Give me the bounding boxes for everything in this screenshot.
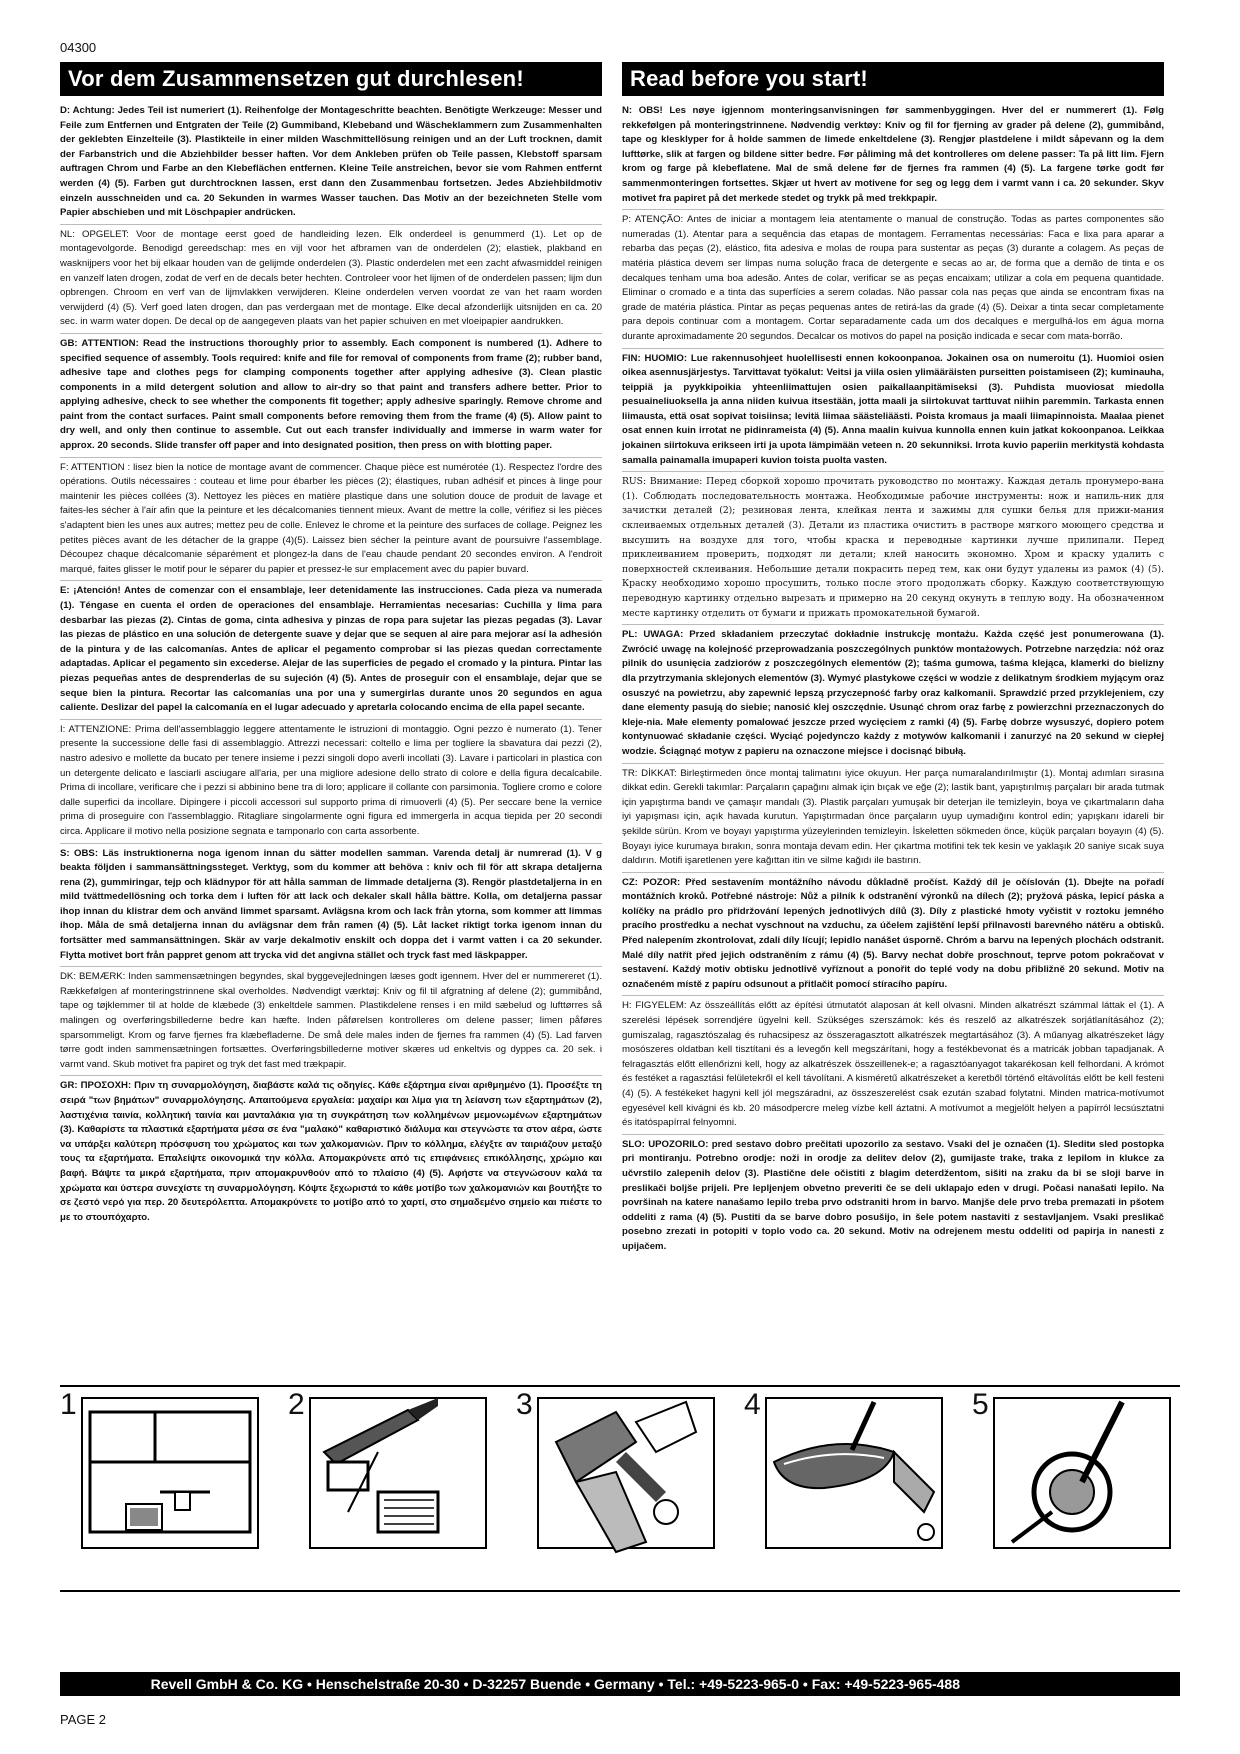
right-instructions [622,104,1164,1255]
paint-brush-icon [744,1392,948,1582]
instruction-paragraph: GR: ΠΡΟΣΟΧΗ: Πριν τη συναρμολόγηση, διαβάστε καλά τις οδηγίες. Κάθε εξάρτημα είναι αριθμημένο (1). Προσέξτε τη σειρά "των βημάτων" συναρμολόγησης. Απαιτούμενα εργαλεία: μαχαίρι και λίμα για τη λείανση των εξαρτημάτων (2), λαστιχένια ταινία, κολλητική ταινία και μανταλάκια για τη συγκράτηση των κολλημένων μεμονωμένων εξαρτημάτων (3). Καθαρίστε τα πλαστικά εξαρτήματα μέσα σε ένα "μαλακό" καθαριστικό διάλυμα και στεγνώστε τα στον αέρα, ώστε να υπάρξει καλύτερη πρόσφυση του χρώματος και των χαλκομανιών. Πριν το κόλλημα, ελέγξτε αν ταιριάζουν μεταξύ τους τα εξαρτήματα. Επαλείψτε οικονομικά την κόλλα. Απομακρύνετε από τις επιφάνειες επικόλλησης, χρώμιο και βαφή. Βάψτε τα μικρά εξαρτήματα, πριν απομακρυνθούν από το πλαίσιο (4) (5). Αφήστε να στεγνώσουν καλά τα χρώματα και ύστερα συνεχίστε τη συναρμολόγηση. Κόψτε ξεχωριστά το κάθε μοτίβο των χαλκομανιών και βουτήξτε το σε ζεστό νερό για περ. 20 δευτερόλεπτα. Απομακρύνετε το μοτίβο από το χαρτί, στο σημαδεμένο σημείο και πιέστε το με το στουπόχαρτο. [60,1080,602,1223]
footer-text: Revell GmbH & Co. KG • Henschelstraße 20-30 • D-32257 Buende • Germany • Tel.: +49-5223-965-0 • Fax: +49-5223-965-488 [150,1676,960,1692]
right-column [622,62,1164,1258]
instruction-paragraph: NL: OPGELET: Voor de montage eerst goed de handleiding lezen. Elk onderdeel is genummerd (1). Let op de montagevolgorde. Benodigd gereedschap: mes en vijl voor het afbramen van de onderdelen (2); elastiek, plakband en wasknijpers voor het bij elkaar houden van de gelijmde onderdelen (3). Plastic onderdelen met een zacht afwasmiddel reinigen en vanzelf laten drogen, zodat de verf en de decals beter hechten. Controleer voor het lijmen of de onderdelen passen; lijm dun opbrengen. Chroom en verf van de lijmvlakken verwijderen. Kleine onderdelen verven voordat ze van het raam worden verwijderd (4) (5). Verf goed laten drogen, dan pas verdergaan met de montage. Elke decal afzonderlijk uitsnijden en ca. 20 sec. in warm water dopen. De decal op de aangegeven plaats van het papier schuiven en met vloeipapier aandrukken. [60,228,602,328]
paragraph-separator [622,1134,1164,1135]
instruction-paragraph: FIN: HUOMIO: Lue rakennusohjeet huolellisesti ennen kokoonpanoa. Jokainen osa on numeroitu (1). Huomioi osien oikea asennusjärjestys. Tarvittavat työkalut: Veitsi ja viila osien ylimääräisten purseitten poistamiseen (2); kuminauha, teippiä ja pyykkipoikia yhteenliimattujen osien paikallaanpitämiseksi (3). Puhdista muoviosat miedolla pesuaineliuoksella ja anna niiden kuivua itsestään, jotta maali ja siirtokuvat tarttuvat niihin paremmin. Tarkasta ennen liimausta, että osat sopivat toisiinsa; levitä liimaa säästeliäästi. Poista kromaus ja maali liimapinnoista. Maalaa pienet osat ennen kuin irrotat ne pidinrameista (4) (5). Anna maalin kuivua kunnolla ennen kuin jatkat kokoonpanoa. Leikkaa jokainen siirtokuva erikseen irti ja upota lämpimään veteen n. 20 sekunniksi. Irrota kuvio paperiin merkitystä kohdasta samalla painamalla imupaperi kuvion toista puolta vasten. [622,352,1164,466]
step-5-panel [972,1388,1176,1582]
instruction-paragraph: I: ATTENZIONE: Prima dell'assemblaggio leggere attentamente le istruzioni di montaggio. Ogni pezzo è numerato (1). Tener presente la successione delle fasi di assemblaggio. Attrezzi necessari: coltello e lima per togliere la sbavatura dai pezzi (2), nastro adesivo e mollette da bucato per tenere insieme i pezzi singoli dopo averli incollati (3). Lavare i particolari in plastica con un detergente delicato e lasciarli asciugare all'aria, per una migliore adesione dello strato di colore e della figura decalcabile. Prima di incollare, verificare che i pezzi si abbinino bene tra di loro; applicare il collante con parsimonia. Togliere cromo e colore dalle superfici da incollare. Dipingere i piccoli accessori sul supporto prima di rimuoverli (4) (5). Per seccare bene la vernice prima di proseguire con l'assemblaggio. Ritagliare singolarmente ogni figura ed immergerla in acqua tiepida per 20 secondi circa. Applicare il motivo nella posizione segnata e tamponarlo con carta assorbente. [60,723,602,837]
paragraph-separator [60,224,602,225]
paragraph-separator [622,348,1164,349]
frame-parts-icon [60,1392,264,1582]
step-3-panel [516,1388,720,1582]
paragraph-separator [622,471,1164,472]
instruction-paragraph: S: OBS: Läs instruktionerna noga igenom innan du sätter modellen samman. Varenda detalj är numrerad (1). V g beakta följden i sammansättningssteget. Verktyg, som du kommer att behöva : kniv och fil för att skrapa detaljerna rena (2), gummiringar, tejp och klädnypor för att hålla samman de limmade detaljerna (3). Rengör plastdetaljerna in en mild tvättmedellösning och torka dem i luften för att lack och dekaler skall hålla bättre. Kolla, om detaljerna passar ihop innan du klistrar dem och använd limmet sparsamt. Avlägsna krom och lack från ytorna, som kommer att limmas ihop. Måla de små detaljerna innan du avlägsnar dem från ramen (4) (5). Låt lacket riktigt torka igenom innan du fortsätter med sammansättningen. Skär av varje dekalmotiv enskilt och doppa det i varmt vatten i ca 20 sekunder. Flytta motivet bort från pappret genom att trycka vid det angivna stället och tryck fast med läskpapper. [60,847,602,961]
footer-address-bar [60,1672,1180,1696]
instruction-paragraph: H: FIGYELEM: Az összeállítás előtt az építési útmutatót alaposan át kell olvasni. Minden alkatrészt számmal láttak el (1). A szerelési lépések sorrendjére ügyelni kell. Szükséges szerszámok: kés és reszelő az alkatrészek sorjátlanításához (2); gumiszalag, ragasztószalag és ruhacsipesz az összeragasztott alkatrészek megtartásához (3). A műanyag alkatrészeket lágy mosószeres oldatban kell tisztítani és a levegőn kell megszárítani, hogy a festékbevonat és a matricák jobban tapadjanak. A felragasztás előtt ellenőrizni kell, hogy az alkatrészek összeillenek-e; a ragasztóanyagot takarékosan kell felhordani. A krómot és festéket a ragasztási felületekről el kell távolítani. A kisméretű alkatrészeket a keretből történő eltávolítás előtt be kell festeni (4) (5). A festékeket hagyni kell jól megszáradni, az összeszerelést csak ezután szabad folytatni. Minden matrica-motívumot egyesével kell kivágni és kb. 20 másodpercre meleg vízbe kell áztatni. A motívumot a megjelölt helyen a papírról lecsúsztatni és itatóspapírral felnyomni. [622,1000,1164,1129]
left-instructions [60,104,602,1225]
instruction-paragraph: N: OBS! Les nøye igjennom monteringsanvisningen før sammenbyggingen. Hver del er nummerert (1). Følg rekkefølgen på monteringstrinnene. Nødvendig verktøy: Kniv og fil for fjerning av grader på delene (2), gummibånd, tape og klesklyper for å holde sammen de limede enkeltdelene (3). Rengjør plastdelene i mildt såpevann og la dem lufttørke, slik at fargen og bildene sitter bedre. Før påliming må det kontrolleres om delene passer: Ta på litt lim. Fjern krom og farge på klebeflatene. Mal de små delene før de fjernes fra rammen (4) (5). La fargene tørke godt før sammenmonteringen fortsettes. Skjær ut hvert av motivene for seg og legg dem i varmt vann i ca. 20 sekunder. Skyv motivet fra papiret på det merkede stedet og trykk på med trekkpapir. [622,105,1164,204]
paragraph-separator [60,719,602,720]
paragraph-separator [60,333,602,334]
kit-number: 04300 [60,40,97,55]
step-2-panel [288,1388,492,1582]
step-number: 1 [60,1388,77,1421]
divider-bottom [60,1590,1180,1592]
divider-top [60,1385,1180,1387]
paragraph-separator [622,995,1164,996]
page-number: PAGE 2 [60,1712,107,1727]
illustration-strip [60,1388,1180,1582]
paragraph-separator [60,843,602,844]
heading-english: Read before you start! [622,62,1164,96]
instruction-paragraph: E: ¡Atención! Antes de comenzar con el ensamblaje, leer detenidamente las instrucciones. Cada pieza va numerada (1). Téngase en cuenta el orden de operaciones del ensamblaje. Herramientas necesarias: Cuchilla y lima para desbarbar las piezas (2). Cintas de goma, cinta adhesiva y pinzas de ropa para sujetar las piezas pegadas (3). Lavar las piezas de plástico en una solución de detergente suave y dejar que se sequen al aire para mejorar así la adhesión de la pintura y de las calcomanías. Antes de aplicar el pegamento comprobar si las piezas quedan correctamente adaptadas. Aplicar el pegamento sin excederse. Alejar de las superficies de pegado el cromado y la pintura. Pintar las piezas pequeñas antes de desprenderlas de su sujeción (4) (5). Antes de proseguir con el ensamblaje, dejar que se seque bien la pintura. Recortar las calcomanías una por una y sumergirlas durante unos 20 segundos en agua caliente. Deslizar del papel la calcomanía en el lugar adecuado y apretarla colocando encima de ella papel secante. [60,585,602,714]
instruction-paragraph: TR: DİKKAT: Birleştirmeden önce montaj talimatını iyice okuyun. Her parça numaralandırılmıştır (1). Montaj adımları sırasına dikkat edin. Gerekli takımlar: Parçaların çapağını almak için bıçak ve eğe (2); lastik bant, yapıştırılmış parçaları bir arada tutmak için yapıştırma bandı ve çamaşır mandalı (3). Plastik parçaları yumuşak bir deterjan ile temizleyin, boya ve çıkartmaların daha iyi yapışması için, açık havada kurutun. Yapıştırmadan önce parçaların uyup uymadığını kontrol edin; yapışkanı idareli bir şekilde sürün. Krom ve boyayı yapıştırma yüzeylerinden temizleyin. İskeletten sökmeden önce, küçük parçaları boyayın (4) (5). Boyayı iyice kurumaya bırakın, sonra montaja devam edin. Her çıkartma motifini tek tek kesin ve yaklaşık 20 saniye sıcak suya daldırın. Motifi işaretlenen yere kağıttan itin ve silme kağıdı ile bastırın. [622,767,1164,867]
step-1-panel [60,1388,264,1582]
decal-icon [972,1392,1176,1582]
instruction-paragraph: F: ATTENTION : lisez bien la notice de montage avant de commencer. Chaque pièce est numérotée (1). Respectez l'ordre des opérations. Outils nécessaires : couteau et lime pour ébarber les pièces (2); élastiques, ruban adhésif et pinces à linge pour maintenir les pièces collées (3). Nettoyez les pièces en matière plastique dans une solution douce de produit de lavage et faites-les sécher à l'air afin que la peinture et les décalcomanies tiennent mieux. Avant de mettre la colle, vérifiez si les pièces s'adaptent bien les unes aux autres; mettez peu de colle. Enlevez le chrome et la peinture des surfaces de collage. Peignez les petites pièces avant de les détacher de la grappe (4)(5). Laissez bien sécher la peinture avant de poursuivre l'assemblage. Découpez chaque décalcomanie séparément et plongez-la dans de l'eau chaude pendant 20 secondes environ. A l'endroit marqué, faites glisser le motif pour le séparer du papier et pressez-le sur emplacement avec du papier buvard. [60,461,602,575]
paragraph-separator [622,872,1164,873]
paragraph-separator [60,966,602,967]
step-number: 3 [516,1388,533,1421]
step-4-panel [744,1388,948,1582]
paragraph-separator [622,763,1164,764]
paragraph-separator [60,580,602,581]
step-number: 2 [288,1388,305,1421]
instruction-paragraph: RUS: Внимание: Перед сборкой хорошо прочитать руководство по монтажу. Каждая деталь пронумеро-вана (1). Соблюдать последовательность монтажа. Необходимые рабочие инструменты: нож и напиль-ник для зачистки деталей (2); резиновая лента, клейкая лента и зажимы для сушки белья для прижи-мания склеиваемых отдельных деталей (3). Детали из пластика очистить в растворе мягкого моющего средства и высушить на воздухе для того, чтобы краска и переводные картинки лучше прилипали. Перед приклеиванием проверить, подходят ли детали; клей наносить экономно. Хром и краску удалить с поверхностей склеивания. Небольшие детали покрасить перед тем, как они будут удалены из рамок (4) (5). Краску необходимо хорошо просушить, только после этого продолжать сборку. Каждую соответствующую переводную картинку отдельно вырезать и примерно на 20 секунд окунуть в теплую воду. На обозначенном месте картинку отделить от бумаги и прижать промокательной бумагой. [622,476,1164,619]
instruction-paragraph: GB: ATTENTION: Read the instructions thoroughly prior to assembly. Each component is numbered (1). Adhere to specified sequence of assembly. Tools required: knife and file for removal of components from frame (2); rubber band, adhesive tape and clothes pegs for clamping components together after applying adhesive (3). Clean plastic components in a mild detergent solution and allow to air-dry so that paint and transfers adhere better. Prior to applying adhesive, check to see whether the components fit together; apply adhesive sparingly. Remove chrome and paint from the contact surfaces. Paint small components before removing them from the frame (4) (5). Allow paint to dry well, and only then continue to assemble. Cut out each transfer individually and immerse in warm water for approx. 20 seconds. Slide transfer off paper and into designated position, then press on with blotting paper. [60,337,602,452]
instruction-paragraph: SLO: UPOZORILO: pred sestavo dobro prečitati upozorilo za sestavo. Vsaki del je označen (1). Sleditи sled postopka pri montiranju. Potrebno orodje: noži in orodje za delitev delov (2), gumijaste trake, traka z lepilom in klukce za učvrstilo zalepenih delov (3). Plastične dele očistiti z blagim deterdžentom, sišiti na zraku da bi se sloji barve in preslikači bolјše prijeli. Pre lepljenjem obvetno preveriti če se deli uklapajo eden v drugi. Počasi nanašati lepilo. Na površinah na katere nanašamo lepilo treba prvo odstraniti hrom in barvo. Manjše dele prvo treba premazati in pšotem oddeliti z rama (4) (5). Pustiti da se barve dobro posušijo, in šele potem nastaviti z sestavljanjem. Vsaki preslikač posebno zrezati in potopiti v toplo vodo ca. 20 sekund. Motiv na odrejenem mestu oddeliti od papirja in nanesti z upijačem. [622,1138,1164,1252]
instruction-paragraph: CZ: POZOR: Před sestavením montážního návodu důkladně pročíst. Každý díl je očíslován (1). Dbejte na pořadí montážních kroků. Potřebné nástroje: Nůž a pilník k odstranění výronků na dílech (2); pryžová páska, lepicí páska a kolíčky na prádlo pro přidržování lepených jednotlivých dílů (3). Díly z plastické hmoty vyčistit v roztoku jemného pracího prostředku a nechat vyschnout na vzduchu, za účelem zajištění lepší přilnavosti barevného nátěru a obtisků. Před nalepením zkontrolovat, zdali díly lícují; lepidlo nanášet úsporně. Chróm a barvu na lepených plochách odstranit. Malé díly natřít před jejich odstraněním z rámu (4) (5). Barvy nechat dobře proschnout, teprve potom pokračovat v sestavení. Každý motiv obtisku jednotlivě vyříznout a ponořit do teplé vody na dobu přibližně 20 sekund. Motiv na označeném místě z papíru odsunout a přitlačit pomocí stíracího papíru. [622,876,1164,990]
heading-german: Vor dem Zusammensetzen gut durchlesen! [60,62,602,96]
paragraph-separator [622,209,1164,210]
clamp-glue-icon [516,1392,720,1582]
left-column [60,62,602,1228]
paragraph-separator [60,457,602,458]
instruction-paragraph: P: ATENÇÃO: Antes de iniciar a montagem leia atentamente o manual de construção. Todas as partes componentes são numeradas (1). Atentar para a sequência das etapas de montagem. Ferramentas necessárias: Faca e lixa para aparar a rebarba das peças (2), elástico, fita adesiva e molas de roupa para sustentar as peças (3) durante a colagem. As peças de matéria plástica devem ser limpas numa solução fraca de detergente e secas ao ar, de forma que a demão de tinta e os decalques tenham uma boa adesão. Antes de colar, verificar se as peças encaixam; utilizar a cola em pequena quantidade. Eliminar o cromado e a tinta das superfícies a serem coladas. Não passar cola nas peças que ainda se encontram fixas na grade de matéria plástica. Pintar as peças pequenas antes de retirá-las da grade (4) (5). Deixar a tinta secar completamente para depois continuar com a montagem. Cortar separadamente cada um dos decalques e mergulhá-los em água morna durante aproximadamente 20 segundos. Decalcar os motivos do papel na posição indicada e secar com mata-borrão. [622,214,1164,342]
instruction-paragraph: DK: BEMÆRK: Inden sammensætningen begyndes, skal byggevejledningen læses godt igennem. Hver del er nummereret (1). Rækkefølgen af monteringstrinnene skal overholdes. Nødvendigt værktøj: Kniv og fil til afgratning af delene (2); gummibånd, tape og tøjklemmer til at holde de klæbede (3) enkeltdele sammen. Plastikdelene renses i en mild sæbelud og lufttørres så malingen og overføringsbillederne bedre kan hæfte. Inden påførelsen kontrolleres om delene passer; limen påføres sparsommeligt. Krom og farve fjernes fra klæbefladerne. De små dele males inden de fjernes fra rammen (4) (5). Lad farven tørre godt inden sammensætningen fortsættes. Overføringsbillederne motiver skæres ud enkeltvis og dyppes ca. 20 sek. i varmt vand. Skub motivet fra papiret og tryk det fast med trækpapir. [60,971,602,1070]
paragraph-separator [622,624,1164,625]
paragraph-separator [60,1075,602,1076]
knife-file-icon [288,1392,492,1582]
step-number: 5 [972,1388,989,1421]
step-number: 4 [744,1388,761,1421]
instruction-paragraph: D: Achtung: Jedes Teil ist numeriert (1). Reihenfolge der Montageschritte beachten. Benötigte Werkzeuge: Messer und Feile zum Entfernen und Entgraten der Teile (2) Gummiband, Klebeband und Wäscheklammern zum Zusammenhalten der geklebten Einzelteile (3). Plastikteile in einer milden Waschmittellösung reinigen und an der Luft trocknen, damit der Farbanstrich und die Abziehbilder besser haften. Vor dem Ankleben prüfen ob Teile passen, Klebstoff sparsam auftragen Chrom und Farbe an den Klebeflächen entfernen. Kleine Teile anstreichen, bevor sie vom Rahmen entfernt werden (4) (5). Farben gut durchtrocknen lassen, erst dann den Zusammenbau fortsetzen. Jedes Abziehbildmotiv einzeln ausschneiden und ca. 20 Sekunden in warmes Wasser tauchen. Das Motiv an der bezeichneten Stelle vom Papier abschieben und mit Löschpapier andrücken. [60,105,602,219]
instruction-paragraph: PL: UWAGA: Przed składaniem przeczytać dokładnie instrukcję montażu. Każda część jest ponumerowana (1). Zwrócić uwagę na kolejność przeprowadzania poszczególnych punktów montażowych. Potrzebne narzędzia: nóż oraz pilnik do usunięcia zadziorów z poszczególnych elementów (2); taśma gumowa, taśma klejąca, klamerki do bielizny dla przytrzymania sklejonych elementów (3). Wymyć plastykowe części w wodzie z delikatnym środkiem myjącym oraz osuszyć na powietrzu, aby zapewnić lepszą przyczepność farby oraz kalkomanii. Sprawdzić przed przyklejeniem, czy dane elementy pasują do siebie; nanosić klej oszczędnie. Usunąć chrom oraz farbę z powierzchni przeznaczonych do kleje-nia. Małe elementy pomalować jeszcze przed wycięciem z ramki (4) (5). Farbę dobrze wysuszyć, dopiero potem kontynuować składanie części. Wyciąć pojedynczo każdy z motywów kalkomanii i zanurzyć na 20 sekund w ciepłej wodzie. Ściągnąć motyw z papieru na oznaczone miejsce i docisnąć bibułą. [622,629,1164,757]
